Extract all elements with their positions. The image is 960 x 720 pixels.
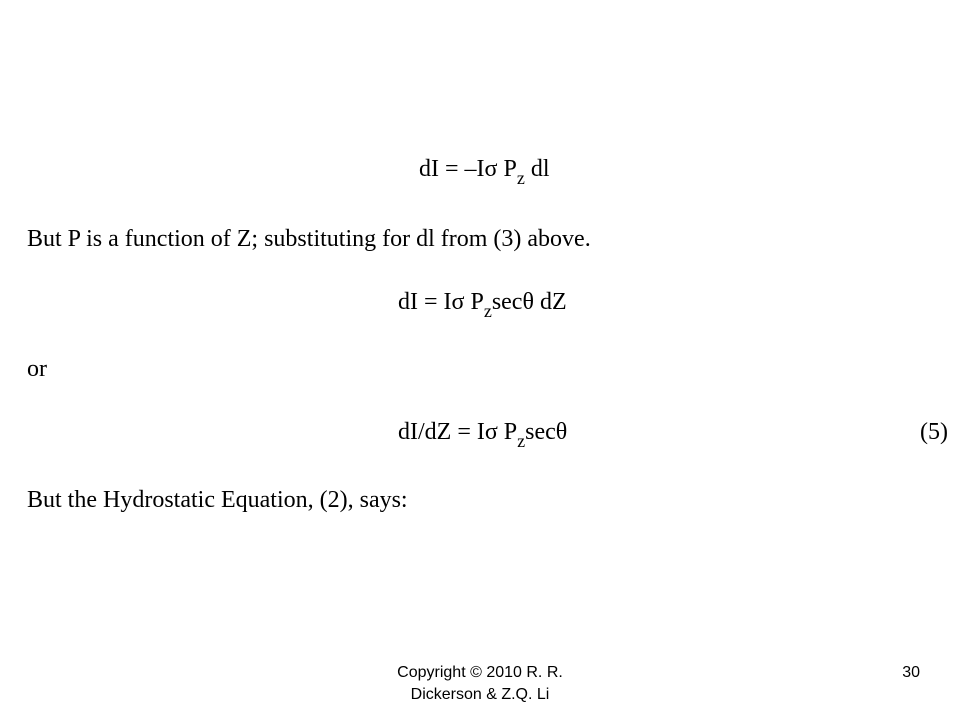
- equation-2-rhs: secθ dZ: [491, 289, 567, 315]
- equation-1-rhs: dl: [524, 156, 550, 182]
- body-text-1: But P is a function of Z; substituting for dl from (3) above.: [27, 226, 591, 252]
- equation-1-subscript: z: [516, 168, 525, 188]
- equation-3-lhs: dI/dZ = Iσ P: [398, 419, 518, 445]
- equation-2-lhs: dI = Iσ P: [398, 289, 484, 315]
- equation-2-subscript: z: [483, 301, 492, 321]
- equation-1: [419, 156, 550, 188]
- copyright-line-1: Copyright © 2010 R. R.: [397, 664, 563, 681]
- body-text-3: But the Hydrostatic Equation, (2), says:: [27, 487, 408, 513]
- page-number: 30: [902, 664, 920, 681]
- equation-2: [398, 289, 567, 321]
- copyright-line-2: Dickerson & Z.Q. Li: [410, 686, 550, 703]
- body-text-2: or: [27, 356, 47, 382]
- copyright-footer: [350, 662, 610, 706]
- equation-3: [398, 419, 568, 451]
- equation-3-subscript: z: [517, 431, 526, 451]
- equation-3-rhs: secθ: [525, 419, 568, 445]
- equation-1-lhs: dI = –Iσ P: [419, 156, 517, 182]
- equation-number: (5): [920, 419, 948, 445]
